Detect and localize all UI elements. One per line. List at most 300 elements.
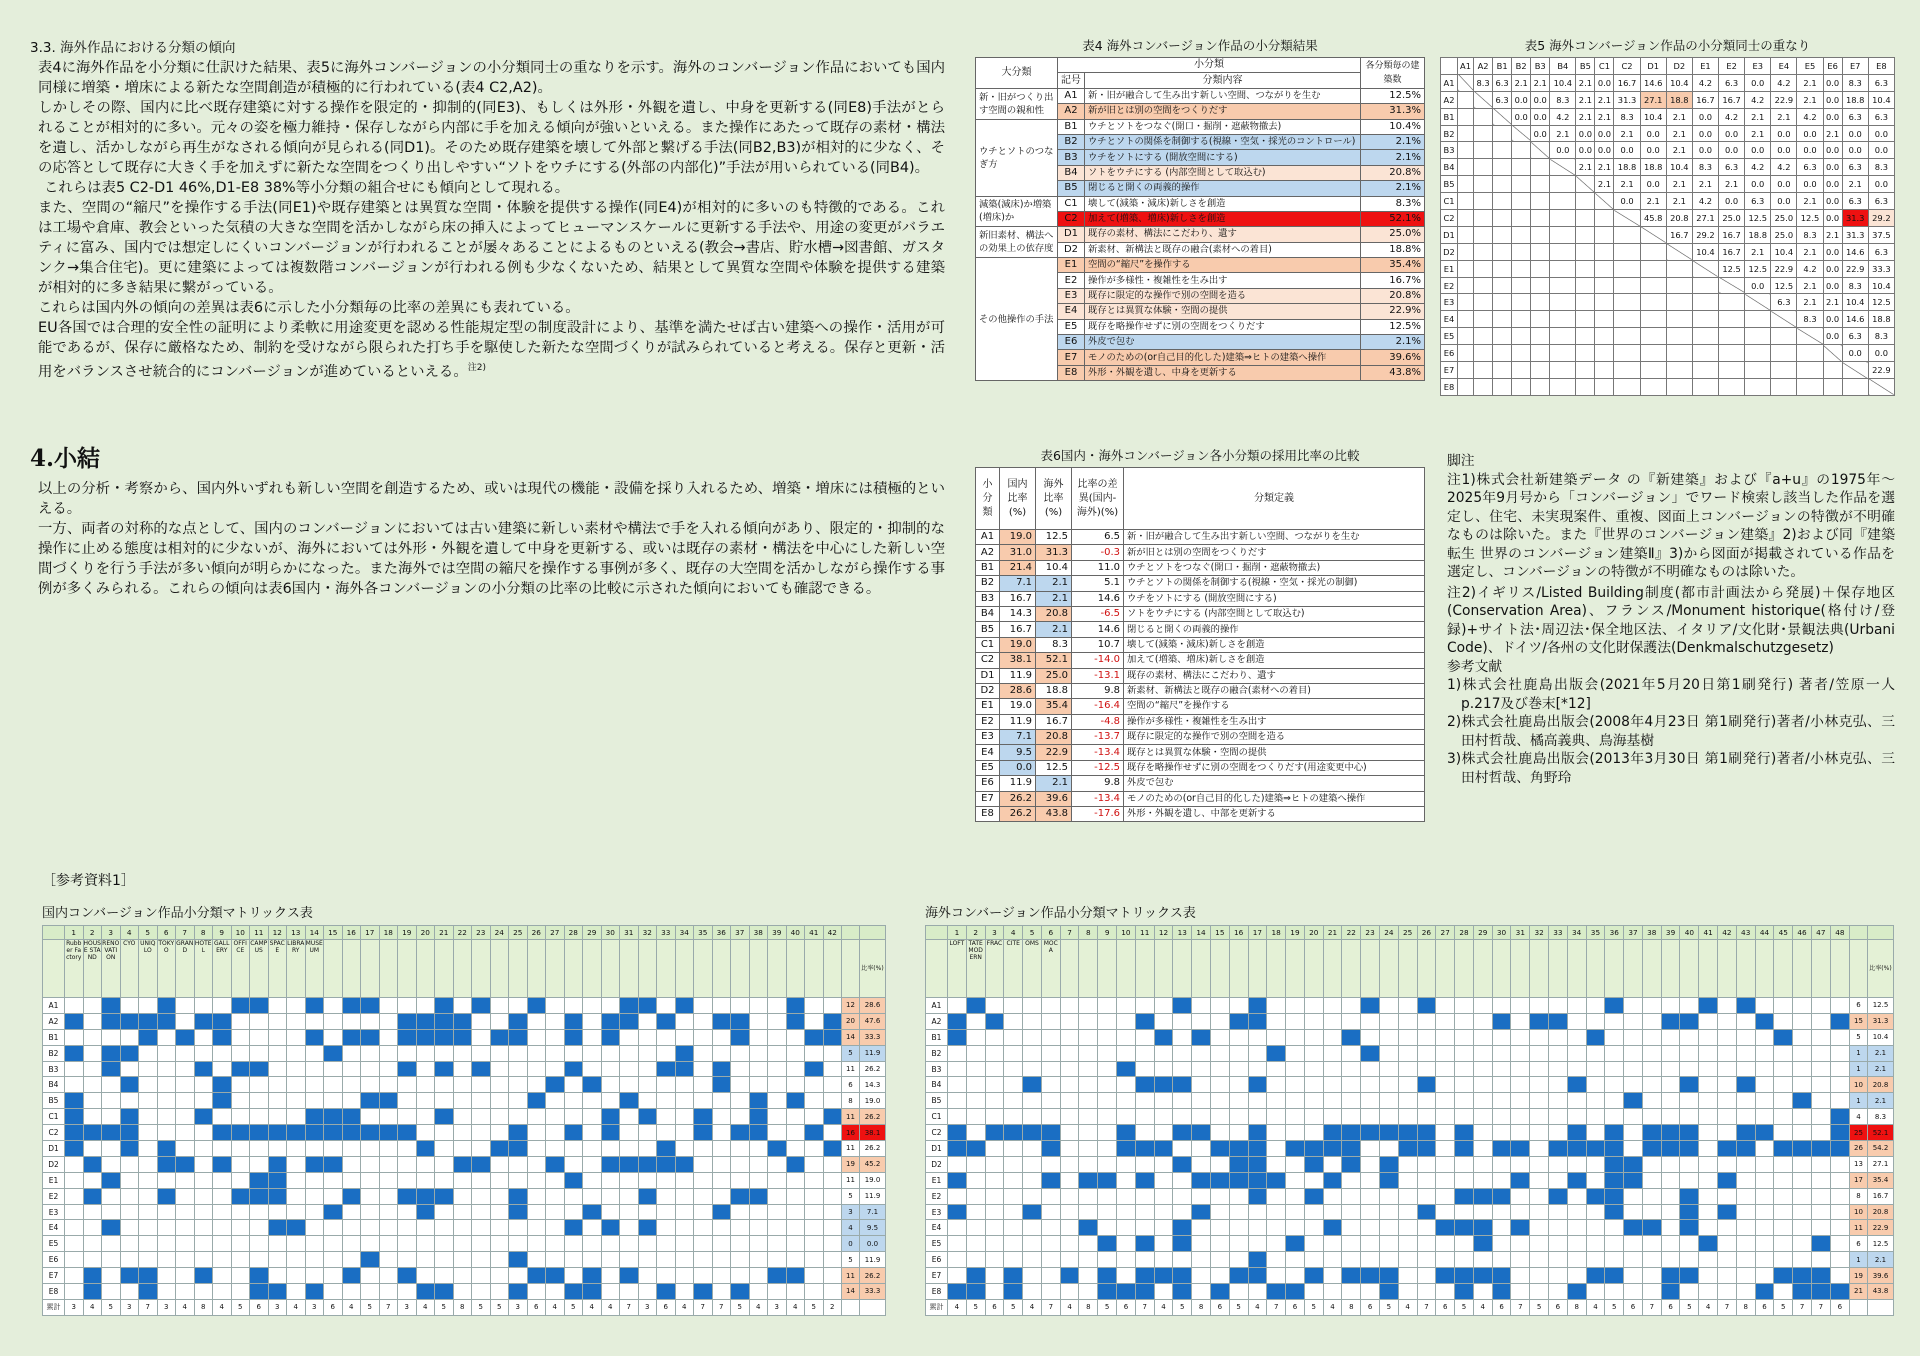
overseas-rate: 43.8 xyxy=(1036,807,1072,822)
blank-cell xyxy=(842,1299,860,1315)
matrix-cell xyxy=(1342,1061,1361,1077)
matrix-cell xyxy=(1004,1029,1023,1045)
matrix-cell xyxy=(509,1284,528,1300)
empty-cell xyxy=(1595,362,1614,379)
overseas-rate: 10.4 xyxy=(1036,560,1072,575)
matrix-cell xyxy=(749,1141,768,1157)
matrix-cell xyxy=(305,1013,324,1029)
overlap-value: 2.1 xyxy=(1823,125,1842,142)
empty-cell xyxy=(1576,260,1595,277)
matrix-cell xyxy=(1417,1188,1436,1204)
matrix-cell xyxy=(1192,1204,1211,1220)
matrix-cell xyxy=(490,1045,509,1061)
overlap-value: 4.2 xyxy=(1771,159,1797,176)
matrix-cell xyxy=(1210,1077,1229,1093)
matrix-cell xyxy=(749,1220,768,1236)
matrix-cell xyxy=(1098,1125,1117,1141)
work-title xyxy=(1060,940,1079,998)
matrix-cell xyxy=(1248,1093,1267,1109)
matrix-cell xyxy=(1736,998,1755,1014)
column-header: B1 xyxy=(1493,58,1512,75)
work-number: 27 xyxy=(1436,926,1455,940)
overlap-value: 8.3 xyxy=(1868,159,1894,176)
overlap-value: 2.1 xyxy=(1797,277,1823,294)
matrix-cell xyxy=(657,1029,676,1045)
matrix-cell xyxy=(1342,1045,1361,1061)
row-rate: 11.9 xyxy=(860,1188,886,1204)
matrix-cell xyxy=(1455,1236,1474,1252)
matrix-row xyxy=(1441,74,1895,91)
matrix-cell xyxy=(1624,1013,1643,1029)
matrix-cell xyxy=(342,1077,361,1093)
row-code: C1 xyxy=(926,1109,948,1125)
overlap-value: 8.3 xyxy=(1797,226,1823,243)
overlap-value: 2.1 xyxy=(1666,176,1692,193)
matrix-cell xyxy=(1624,1077,1643,1093)
matrix-cell xyxy=(1755,1029,1774,1045)
matrix-cell xyxy=(139,1204,158,1220)
empty-cell xyxy=(1719,345,1745,362)
matrix-cell xyxy=(1455,1125,1474,1141)
matrix-cell xyxy=(1642,1156,1661,1172)
matrix-cell xyxy=(675,1077,694,1093)
empty-cell xyxy=(1474,159,1493,176)
matrix-cell xyxy=(472,1141,491,1157)
column-total: 3 xyxy=(305,1299,324,1315)
column-total: 7 xyxy=(139,1299,158,1315)
matrix-table xyxy=(925,925,1894,1316)
matrix-cell xyxy=(176,1125,195,1141)
matrix-cell xyxy=(1229,1093,1248,1109)
rate-header: 比率(%) xyxy=(860,940,886,998)
matrix-row xyxy=(43,1029,886,1045)
matrix-cell xyxy=(509,1204,528,1220)
matrix-cell xyxy=(546,1172,565,1188)
matrix-cell xyxy=(1248,1109,1267,1125)
matrix-cell xyxy=(1417,1252,1436,1268)
matrix-cell xyxy=(361,1284,380,1300)
matrix-cell xyxy=(1079,1093,1098,1109)
matrix-cell xyxy=(985,1125,1004,1141)
empty-cell xyxy=(1531,210,1550,227)
empty-cell xyxy=(1474,210,1493,227)
overlap-value: 2.1 xyxy=(1614,125,1640,142)
matrix-cell xyxy=(268,1188,287,1204)
matrix-cell xyxy=(1117,1029,1136,1045)
work-number: 16 xyxy=(342,926,361,940)
matrix-cell xyxy=(1530,1013,1549,1029)
matrix-cell xyxy=(1342,1125,1361,1141)
matrix-cell xyxy=(1830,1109,1849,1125)
work-title xyxy=(1774,940,1793,998)
empty-cell xyxy=(1458,294,1474,311)
matrix-cell xyxy=(620,1061,639,1077)
column-total: 4 xyxy=(342,1299,361,1315)
table-5 xyxy=(1440,36,1895,396)
matrix-cell xyxy=(1811,1156,1830,1172)
overlap-value: 16.7 xyxy=(1692,91,1718,108)
work-title xyxy=(731,940,750,998)
matrix-cell xyxy=(435,1093,454,1109)
matrix-cell xyxy=(1586,1268,1605,1284)
matrix-cell xyxy=(1398,1268,1417,1284)
matrix-cell xyxy=(620,1172,639,1188)
matrix-cell xyxy=(157,1093,176,1109)
matrix-cell xyxy=(1098,1141,1117,1157)
matrix-cell xyxy=(564,1141,583,1157)
matrix-cell xyxy=(453,1284,472,1300)
matrix-cell xyxy=(1624,1220,1643,1236)
matrix-cell xyxy=(1098,998,1117,1014)
matrix-cell xyxy=(157,1013,176,1029)
empty-cell xyxy=(1550,176,1576,193)
definition-cell: 新・旧が融合して生み出す新しい空間、つながりを生む xyxy=(1124,530,1425,545)
overlap-value: 0.0 xyxy=(1692,125,1718,142)
matrix-cell xyxy=(583,998,602,1014)
matrix-cell xyxy=(213,1172,232,1188)
footnote-ref[interactable]: 注2) xyxy=(467,363,486,373)
row-rate: 9.5 xyxy=(860,1220,886,1236)
matrix-cell xyxy=(1830,1156,1849,1172)
matrix-cell xyxy=(1361,1125,1380,1141)
row-code: B2 xyxy=(926,1045,948,1061)
matrix-row xyxy=(43,1172,886,1188)
matrix-cell xyxy=(1624,1109,1643,1125)
matrix-cell xyxy=(694,1220,713,1236)
diagonal-cell xyxy=(1576,176,1595,193)
work-title xyxy=(527,940,546,998)
diagonal-cell xyxy=(1823,345,1842,362)
matrix-cell xyxy=(1774,1204,1793,1220)
work-title xyxy=(786,940,805,998)
matrix-cell xyxy=(1117,1013,1136,1029)
column-total: 6 xyxy=(657,1299,676,1315)
matrix-cell xyxy=(139,1220,158,1236)
matrix-cell xyxy=(1361,1188,1380,1204)
matrix-row xyxy=(1441,108,1895,125)
header-code: 記号 xyxy=(1058,73,1085,88)
row-count: 5 xyxy=(1850,1029,1868,1045)
matrix-cell xyxy=(985,1156,1004,1172)
row-count: 11 xyxy=(842,1109,860,1125)
empty-cell xyxy=(1745,311,1771,328)
matrix-cell xyxy=(139,1284,158,1300)
matrix-cell xyxy=(1173,1188,1192,1204)
row-header: B3 xyxy=(1441,142,1458,159)
overlap-value: 10.4 xyxy=(1640,108,1666,125)
matrix-cell xyxy=(120,1045,139,1061)
matrix-cell xyxy=(1098,1284,1117,1300)
table-row xyxy=(976,530,1425,545)
matrix-cell xyxy=(620,1284,639,1300)
row-rate: 19.0 xyxy=(860,1093,886,1109)
table-caption: 表5 海外コンバージョン作品の小分類同士の重なり xyxy=(1524,38,1811,53)
row-code: E6 xyxy=(926,1252,948,1268)
rate-difference: -13.1 xyxy=(1072,668,1124,683)
overlap-value: 6.3 xyxy=(1797,159,1823,176)
work-number: 10 xyxy=(231,926,250,940)
matrix-cell xyxy=(731,1141,750,1157)
matrix-cell xyxy=(1605,1125,1624,1141)
matrix-cell xyxy=(1361,1077,1380,1093)
matrix-cell xyxy=(324,1061,343,1077)
matrix-cell xyxy=(435,1204,454,1220)
matrix-cell xyxy=(546,1141,565,1157)
column-total: 4 xyxy=(1023,1299,1042,1315)
matrix-cell xyxy=(120,998,139,1014)
matrix-cell xyxy=(1586,1093,1605,1109)
work-number: 1 xyxy=(948,926,967,940)
reference-2: 2)株式会社鹿島出版会(2008年4月23日 第1刷発行)著者/小林克弘、三田村哲哉、橘高義典、鳥海基樹 xyxy=(1447,714,1895,749)
overlap-value: 6.3 xyxy=(1842,193,1868,210)
work-number: 40 xyxy=(786,926,805,940)
matrix-cell xyxy=(287,1156,306,1172)
work-title xyxy=(1511,940,1530,998)
matrix-cell xyxy=(694,1252,713,1268)
row-count: 0 xyxy=(842,1236,860,1252)
matrix-cell xyxy=(1661,1045,1680,1061)
matrix-cell xyxy=(601,1204,620,1220)
matrix-cell xyxy=(694,1045,713,1061)
matrix-cell xyxy=(1736,1252,1755,1268)
matrix-cell xyxy=(1774,1125,1793,1141)
matrix-cell xyxy=(250,1268,269,1284)
matrix-cell xyxy=(157,1125,176,1141)
diagonal-cell xyxy=(1458,74,1474,91)
work-number: 36 xyxy=(1605,926,1624,940)
empty-cell xyxy=(1458,226,1474,243)
matrix-cell xyxy=(786,1045,805,1061)
matrix-cell xyxy=(966,1093,985,1109)
matrix-cell xyxy=(176,1013,195,1029)
column-total: 6 xyxy=(1286,1299,1305,1315)
matrix-cell xyxy=(675,1093,694,1109)
matrix-cell xyxy=(287,1252,306,1268)
matrix-cell xyxy=(1004,1077,1023,1093)
matrix-cell xyxy=(379,998,398,1014)
matrix-cell xyxy=(1436,1204,1455,1220)
matrix-cell xyxy=(657,1061,676,1077)
work-title xyxy=(1323,940,1342,998)
empty-cell xyxy=(1474,294,1493,311)
matrix-cell xyxy=(564,1093,583,1109)
matrix-cell xyxy=(490,1093,509,1109)
empty-cell xyxy=(1531,277,1550,294)
column-header: D2 xyxy=(1666,58,1692,75)
matrix-cell xyxy=(1379,1204,1398,1220)
matrix-cell xyxy=(657,1156,676,1172)
definition-cell: 閉じると開くの両義的操作 xyxy=(1124,622,1425,637)
overlap-value: 12.5 xyxy=(1771,277,1797,294)
matrix-cell xyxy=(1736,1093,1755,1109)
matrix-cell xyxy=(786,1029,805,1045)
matrix-cell xyxy=(157,1268,176,1284)
overseas-rate: 39.6 xyxy=(1036,791,1072,806)
matrix-cell xyxy=(1436,1172,1455,1188)
matrix-cell xyxy=(1117,1045,1136,1061)
matrix-cell xyxy=(1567,998,1586,1014)
empty-cell xyxy=(1550,345,1576,362)
value-cell: 2.1% xyxy=(1361,134,1425,149)
code-cell: E2 xyxy=(1058,273,1085,288)
matrix-cell xyxy=(1304,998,1323,1014)
matrix-cell xyxy=(1567,1029,1586,1045)
matrix-cell xyxy=(620,1236,639,1252)
matrix-cell xyxy=(398,998,417,1014)
matrix-cell xyxy=(1473,1236,1492,1252)
matrix-cell xyxy=(1323,1093,1342,1109)
matrix-cell xyxy=(1079,998,1098,1014)
overlap-value: 0.0 xyxy=(1842,345,1868,362)
matrix-cell xyxy=(1530,1268,1549,1284)
row-code: A1 xyxy=(926,998,948,1014)
matrix-cell xyxy=(712,1013,731,1029)
matrix-cell xyxy=(1342,1156,1361,1172)
matrix-cell xyxy=(1023,1125,1042,1141)
table-row xyxy=(976,576,1425,591)
group-label: 減築(減床)か増築(増床)か xyxy=(976,196,1058,227)
matrix-cell xyxy=(1661,1141,1680,1157)
row-rate: 2.1 xyxy=(1868,1093,1894,1109)
matrix-cell xyxy=(83,1141,102,1157)
matrix-cell xyxy=(1079,1109,1098,1125)
matrix-cell xyxy=(1210,1268,1229,1284)
column-header: B4 xyxy=(1550,58,1576,75)
content-cell: 既存を略操作せずに別の空間をつくりだす xyxy=(1085,319,1361,334)
matrix-cell xyxy=(1004,1061,1023,1077)
matrix-cell xyxy=(675,1045,694,1061)
overlap-value: 8.3 xyxy=(1842,277,1868,294)
matrix-cell xyxy=(1267,1156,1286,1172)
matrix-cell xyxy=(139,1268,158,1284)
matrix-cell xyxy=(1661,1125,1680,1141)
matrix-cell xyxy=(1192,1013,1211,1029)
definition-cell: 外皮で包む xyxy=(1124,776,1425,791)
matrix-cell xyxy=(398,1268,417,1284)
column-total: 6 xyxy=(1830,1299,1849,1315)
overlap-value: 31.3 xyxy=(1842,210,1868,227)
matrix-cell xyxy=(287,1077,306,1093)
matrix-cell xyxy=(1530,1141,1549,1157)
group-label: ウチとソトのつなぎ方 xyxy=(976,119,1058,196)
overlap-value: 2.1 xyxy=(1719,176,1745,193)
empty-cell xyxy=(1458,277,1474,294)
matrix-cell xyxy=(416,1284,435,1300)
matrix-cell xyxy=(1793,1141,1812,1157)
matrix-cell xyxy=(1699,1236,1718,1252)
matrix-cell xyxy=(342,998,361,1014)
empty-cell xyxy=(1550,210,1576,227)
work-number: 19 xyxy=(398,926,417,940)
matrix-cell xyxy=(1699,1029,1718,1045)
matrix-cell xyxy=(65,1029,84,1045)
matrix-cell xyxy=(1379,1061,1398,1077)
empty-cell xyxy=(1458,362,1474,379)
work-title xyxy=(1304,940,1323,998)
column-total: 7 xyxy=(1417,1299,1436,1315)
matrix-cell xyxy=(1079,1204,1098,1220)
work-number: 15 xyxy=(1210,926,1229,940)
matrix-cell xyxy=(1718,1029,1737,1045)
empty-cell xyxy=(1614,311,1640,328)
matrix-cell xyxy=(1210,1093,1229,1109)
matrix-cell xyxy=(453,1188,472,1204)
matrix-cell xyxy=(1417,1045,1436,1061)
matrix-row xyxy=(926,1156,1894,1172)
work-number: 34 xyxy=(675,926,694,940)
matrix-cell xyxy=(435,1029,454,1045)
matrix-cell xyxy=(342,1284,361,1300)
matrix-cell xyxy=(1755,1252,1774,1268)
matrix-cell xyxy=(1060,1077,1079,1093)
overseas-rate: 12.5 xyxy=(1036,530,1072,545)
matrix-cell xyxy=(1699,1013,1718,1029)
matrix-cell xyxy=(120,1013,139,1029)
empty-cell xyxy=(1842,378,1868,395)
matrix-cell xyxy=(324,1204,343,1220)
matrix-cell xyxy=(398,1093,417,1109)
matrix-cell xyxy=(1079,1156,1098,1172)
empty-cell xyxy=(1595,345,1614,362)
rate-difference: -14.0 xyxy=(1072,653,1124,668)
matrix-cell xyxy=(361,1013,380,1029)
matrix-cell xyxy=(83,1284,102,1300)
matrix-cell xyxy=(1718,1236,1737,1252)
matrix-cell xyxy=(1023,1268,1042,1284)
empty-cell xyxy=(1458,142,1474,159)
blank-cell xyxy=(1850,940,1868,998)
matrix-cell xyxy=(416,1236,435,1252)
empty-cell xyxy=(1595,328,1614,345)
overlap-value: 0.0 xyxy=(1531,108,1550,125)
empty-cell xyxy=(1474,378,1493,395)
work-title: SPACE xyxy=(268,940,287,998)
matrix-cell xyxy=(1023,1029,1042,1045)
empty-cell xyxy=(1550,328,1576,345)
code-cell: E2 xyxy=(976,714,1000,729)
matrix-cell xyxy=(1473,1029,1492,1045)
footnotes xyxy=(1447,452,1895,787)
work-number: 38 xyxy=(749,926,768,940)
matrix-cell xyxy=(1398,1156,1417,1172)
matrix-row xyxy=(926,1045,1894,1061)
work-number: 28 xyxy=(1455,926,1474,940)
matrix-cell xyxy=(1023,1093,1042,1109)
table-caption: 表4 海外コンバージョン作品の小分類結果 xyxy=(1082,38,1318,53)
row-count: 10 xyxy=(1850,1204,1868,1220)
overlap-value: 0.0 xyxy=(1823,176,1842,193)
empty-cell xyxy=(1797,345,1823,362)
matrix-cell xyxy=(1567,1156,1586,1172)
work-title xyxy=(601,940,620,998)
overlap-value: 0.0 xyxy=(1512,108,1531,125)
matrix-cell xyxy=(490,1268,509,1284)
matrix-cell xyxy=(398,1141,417,1157)
matrix-row xyxy=(1441,159,1895,176)
matrix-cell xyxy=(324,1125,343,1141)
overseas-rate: 16.7 xyxy=(1036,714,1072,729)
row-rate: 39.6 xyxy=(1868,1268,1894,1284)
value-cell: 43.8% xyxy=(1361,365,1425,380)
matrix-cell xyxy=(1736,1141,1755,1157)
overseas-rate: 25.0 xyxy=(1036,668,1072,683)
overlap-value: 0.0 xyxy=(1640,142,1666,159)
matrix-cell xyxy=(620,1077,639,1093)
overlap-value: 8.3 xyxy=(1550,91,1576,108)
matrix-cell xyxy=(120,1077,139,1093)
matrix-cell xyxy=(1398,1013,1417,1029)
matrix-cell xyxy=(546,1156,565,1172)
